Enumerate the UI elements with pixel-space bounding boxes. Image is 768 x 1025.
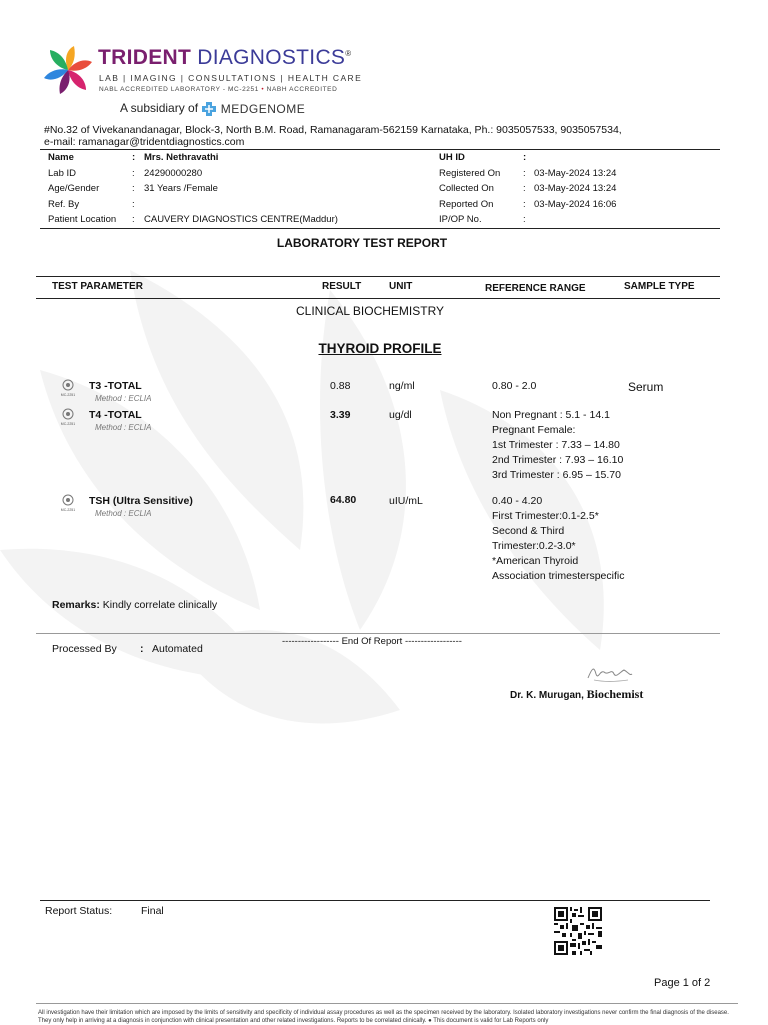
registered-mark: ® bbox=[345, 49, 352, 58]
footer-rule bbox=[40, 900, 710, 901]
column-header-reference: REFERENCE RANGE bbox=[485, 283, 586, 294]
remarks-text: Kindly correlate clinically bbox=[99, 599, 218, 611]
section-title: CLINICAL BIOCHEMISTRY bbox=[295, 304, 445, 318]
processed-by-colon: : bbox=[140, 643, 144, 655]
ref-by-label: Ref. By bbox=[48, 198, 80, 210]
test-name: TSH (Ultra Sensitive) bbox=[89, 495, 193, 507]
reference-line: Association trimesterspecific bbox=[492, 570, 625, 582]
end-of-report-rule bbox=[36, 633, 720, 634]
brand-name bbox=[98, 46, 351, 70]
test-unit: ng/ml bbox=[389, 380, 415, 392]
reported-on-colon: : bbox=[523, 198, 526, 210]
collected-on-label: Collected On bbox=[439, 183, 494, 194]
test-result: 0.88 bbox=[330, 380, 351, 392]
brand-tagline: LAB | IMAGING | CONSULTATIONS | HEALTH CARE bbox=[99, 73, 363, 83]
test-method: Method : ECLIA bbox=[95, 509, 152, 518]
lab-address bbox=[44, 124, 724, 148]
uh-id-label: UH ID bbox=[439, 152, 465, 163]
registered-on-colon: : bbox=[523, 167, 526, 179]
accreditation-separator: • bbox=[261, 86, 265, 93]
reference-line: 0.80 - 2.0 bbox=[492, 380, 537, 392]
age-gender-row bbox=[48, 181, 428, 197]
reference-line: *American Thyroid bbox=[492, 555, 579, 567]
registered-on-label: Registered On bbox=[439, 167, 501, 179]
brand-name-part2: DIAGNOSTICS bbox=[191, 46, 346, 69]
lab-id-row bbox=[48, 166, 428, 182]
brand-name-part1: TRIDENT bbox=[98, 46, 192, 69]
reference-line: Non Pregnant : 5.1 - 14.1 bbox=[492, 409, 610, 421]
column-header-unit: UNIT bbox=[389, 281, 413, 292]
disclaimer-rule bbox=[36, 1003, 738, 1004]
patient-location-label: Patient Location bbox=[48, 214, 117, 225]
test-name: T3 -TOTAL bbox=[89, 380, 142, 392]
test-unit: uIU/mL bbox=[389, 495, 423, 507]
test-reference-range bbox=[492, 379, 536, 394]
test-reference-range bbox=[492, 494, 624, 584]
page-number: Page 1 of 2 bbox=[654, 977, 711, 989]
reference-line: Second & Third bbox=[492, 525, 565, 537]
registered-on-row bbox=[439, 166, 719, 182]
uh-id-colon: : bbox=[523, 152, 527, 163]
qr-code-icon bbox=[554, 907, 602, 955]
patient-info-bottom-rule bbox=[40, 228, 720, 229]
reported-on-row bbox=[439, 197, 719, 213]
age-gender-value: 31 Years /Female bbox=[144, 183, 218, 194]
signatory bbox=[510, 687, 643, 702]
lab-id-label: Lab ID bbox=[48, 167, 76, 179]
test-method: Method : ECLIA bbox=[95, 394, 152, 403]
accreditation-nabl: NABL ACCREDITED LABORATORY - MC-2251 bbox=[99, 86, 259, 93]
test-unit: ug/dl bbox=[389, 409, 412, 421]
patient-info-right bbox=[439, 150, 719, 228]
test-name: T4 -TOTAL bbox=[89, 409, 142, 421]
processed-by-label: Processed By bbox=[52, 643, 117, 655]
nabl-badge-text: MC-2251 bbox=[61, 393, 75, 397]
subsidiary-name: MEDGENOME bbox=[220, 102, 306, 116]
age-gender-colon: : bbox=[132, 183, 135, 194]
accreditation-line bbox=[99, 86, 337, 93]
patient-location-value: CAUVERY DIAGNOSTICS CENTRE(Maddur) bbox=[144, 214, 338, 225]
nabl-badge-icon bbox=[61, 378, 75, 398]
report-title: LABORATORY TEST REPORT bbox=[276, 236, 448, 250]
trident-logo-icon bbox=[42, 44, 94, 96]
age-gender-label: Age/Gender bbox=[48, 183, 100, 194]
ip-op-label: IP/OP No. bbox=[439, 214, 482, 225]
reported-on-label: Reported On bbox=[439, 198, 494, 210]
ref-by-row bbox=[48, 197, 428, 213]
signature-image bbox=[584, 660, 636, 688]
table-header-top-rule bbox=[36, 276, 720, 277]
collected-on-row bbox=[439, 181, 719, 197]
test-result: 3.39 bbox=[330, 409, 351, 421]
column-header-result: RESULT bbox=[322, 281, 362, 292]
registered-on-value: 03-May-2024 13:24 bbox=[534, 167, 617, 179]
patient-name-row bbox=[48, 150, 428, 166]
ip-op-colon: : bbox=[523, 214, 526, 225]
end-of-report: ------------------ End Of Report ------------------ bbox=[282, 636, 462, 647]
reference-line: 1st Trimester : 7.33 – 14.80 bbox=[492, 439, 620, 451]
email-line: e-mail: ramanagar@tridentdiagnostics.com bbox=[44, 136, 245, 148]
report-status-label: Report Status: bbox=[45, 905, 113, 917]
report-status-value: Final bbox=[141, 905, 164, 917]
lab-id-value: 24290000280 bbox=[144, 167, 203, 179]
address-line: #No.32 of Vivekanandanagar, Block-3, North B.M. Road, Ramanagaram-562159 Karnataka, Ph.: 9035057533, 9035057534, bbox=[44, 124, 622, 136]
subsidiary-line bbox=[120, 101, 305, 117]
remarks bbox=[52, 599, 217, 611]
reference-line: Pregnant Female: bbox=[492, 424, 576, 436]
collected-on-value: 03-May-2024 13:24 bbox=[534, 183, 617, 194]
signatory-title: Biochemist bbox=[586, 687, 644, 701]
profile-title: THYROID PROFILE bbox=[318, 341, 442, 356]
processed-by-value: Automated bbox=[152, 643, 203, 655]
reference-line: 2nd Trimester : 7.93 – 16.10 bbox=[492, 454, 624, 466]
signatory-name: Dr. K. Murugan, bbox=[510, 690, 587, 701]
test-reference-range bbox=[492, 408, 623, 483]
reference-line: 3rd Trimester : 6.95 – 15.70 bbox=[492, 469, 621, 481]
medgenome-cross-icon bbox=[201, 101, 217, 117]
accreditation-nabh: NABH ACCREDITED bbox=[266, 86, 338, 93]
reference-line: 0.40 - 4.20 bbox=[492, 495, 543, 507]
patient-info-left bbox=[48, 150, 428, 228]
column-header-parameter: TEST PARAMETER bbox=[52, 281, 143, 292]
table-header-bottom-rule bbox=[36, 298, 720, 299]
patient-name-colon: : bbox=[132, 152, 136, 163]
nabl-badge-text: MC-2251 bbox=[61, 422, 75, 426]
patient-location-row bbox=[48, 212, 428, 228]
reference-line: Trimester:0.2-3.0* bbox=[492, 540, 576, 552]
collected-on-colon: : bbox=[523, 183, 526, 194]
patient-location-colon: : bbox=[132, 214, 135, 225]
column-header-sample: SAMPLE TYPE bbox=[624, 281, 695, 292]
ip-op-row bbox=[439, 212, 719, 228]
nabl-badge-icon bbox=[61, 407, 75, 427]
test-sample-type: Serum bbox=[628, 380, 664, 394]
test-result: 64.80 bbox=[330, 494, 357, 506]
remarks-label: Remarks: bbox=[52, 599, 100, 611]
lab-id-colon: : bbox=[132, 167, 135, 179]
reference-line: First Trimester:0.1-2.5* bbox=[492, 510, 599, 522]
disclaimer: All investigation have their limitation which are imposed by the limits of sensitivity and specificity of individual assay procedures as well as the specimen received by the laboratory. Isolated laboratory investigations never confirm the final diagnosis of the disease. They only help in arriving at a diagnosis in conjunction with clinical presentation and other related investigations. Reports to be correlated clinically. ● This document is valid for Lab Reports only bbox=[38, 1010, 729, 1024]
patient-name-label: Name bbox=[48, 152, 74, 163]
ref-by-colon: : bbox=[132, 198, 135, 210]
patient-name-value: Mrs. Nethravathi bbox=[144, 152, 219, 163]
reported-on-value: 03-May-2024 16:06 bbox=[534, 198, 617, 210]
subsidiary-prefix: A subsidiary of bbox=[120, 101, 199, 116]
test-method: Method : ECLIA bbox=[95, 423, 152, 432]
uh-id-row bbox=[439, 150, 719, 166]
nabl-badge-icon bbox=[61, 493, 75, 513]
nabl-badge-text: MC-2251 bbox=[61, 508, 75, 512]
